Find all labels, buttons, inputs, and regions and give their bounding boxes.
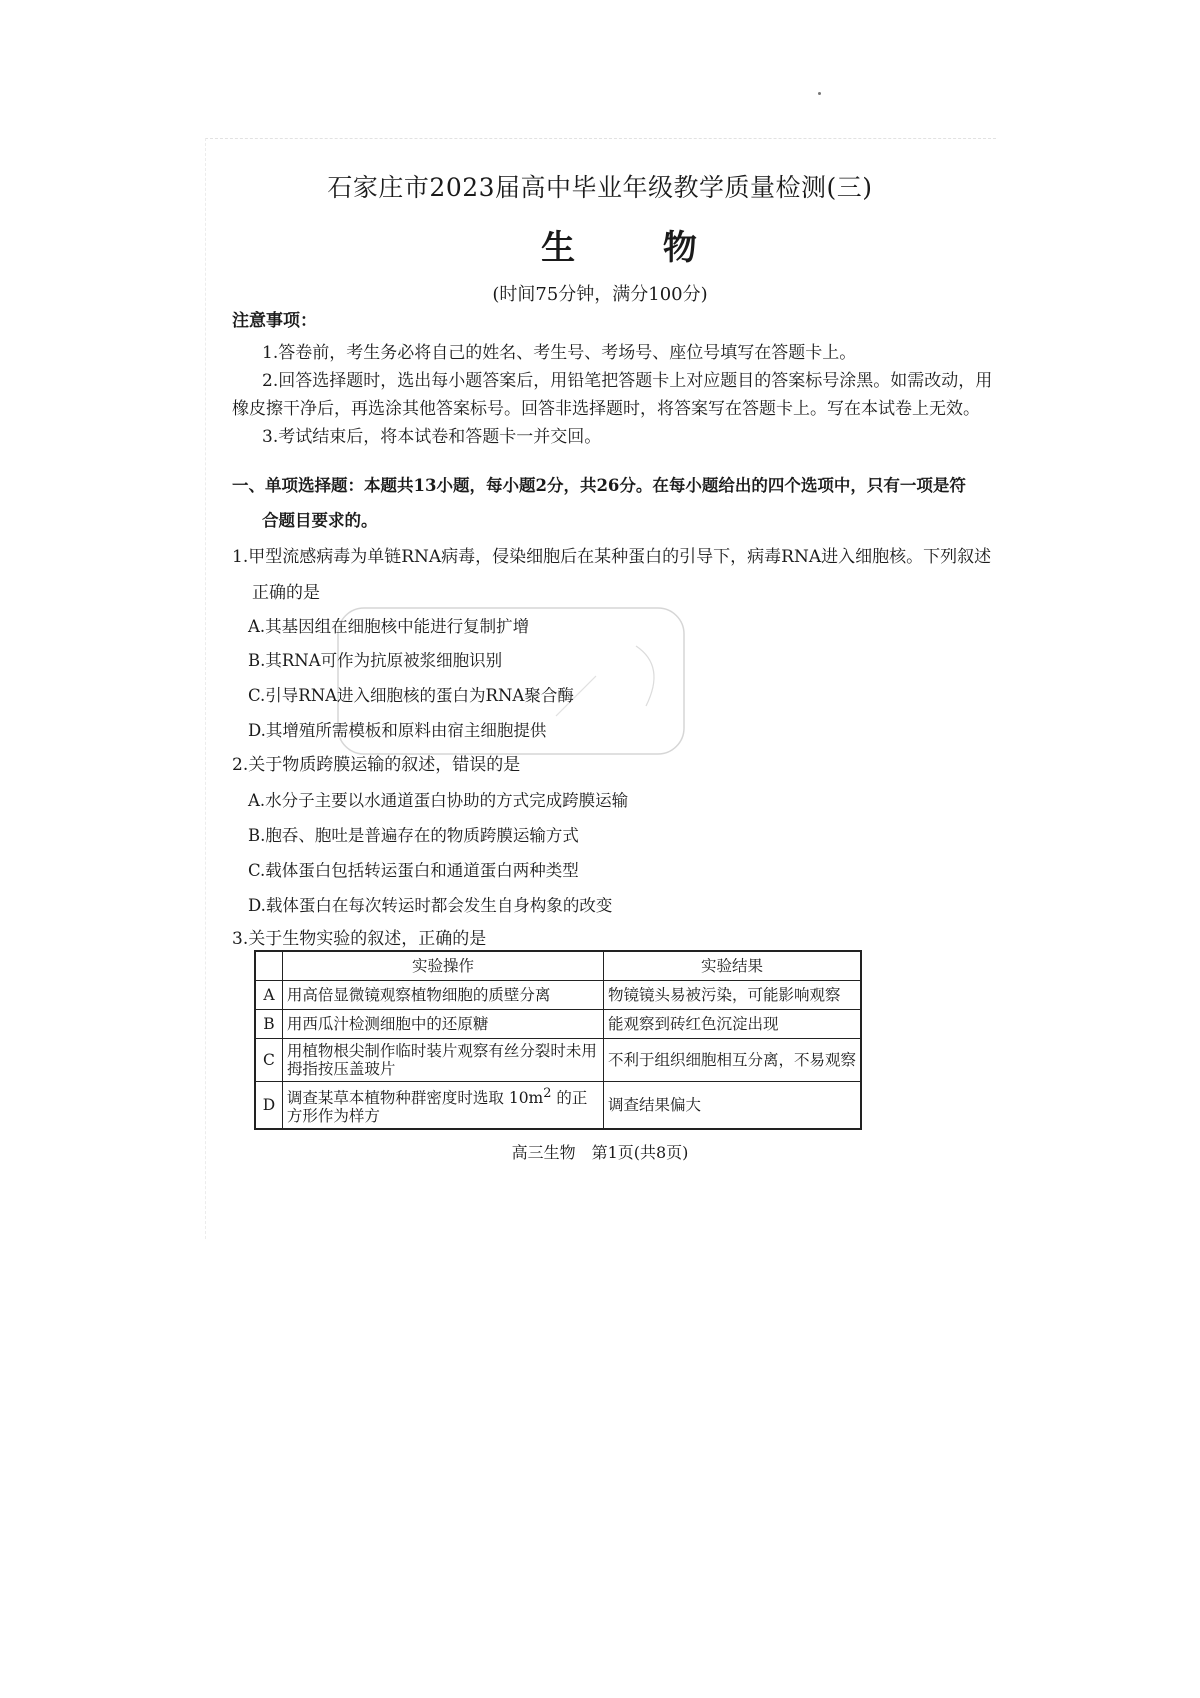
row-operation-superscript: 2: [543, 1086, 552, 1101]
q2-option-d: D.载体蛋白在每次转运时都会发生自身构象的改变: [248, 896, 613, 915]
notice-item-3: 3.考试结束后，将本试卷和答题卡一并交回。: [262, 427, 602, 447]
row-operation-part1: 调查某草本植物种群密度时选取 10m: [286, 1089, 544, 1108]
subject-title: 生 物: [541, 228, 735, 268]
table-row: [255, 1039, 861, 1082]
notice-heading: 注意事项：: [232, 311, 317, 331]
table-header-letter: [255, 951, 282, 981]
row-result: 物镜镜头易被污染，可能影响观察: [603, 981, 861, 1010]
row-operation: 用植物根尖制作临时装片观察有丝分裂时未用拇指按压盖玻片: [282, 1039, 603, 1082]
q2-option-c: C.载体蛋白包括转运蛋白和通道蛋白两种类型: [248, 861, 579, 880]
q1-option-c: C.引导RNA进入细胞核的蛋白为RNA聚合酶: [248, 686, 574, 705]
q3-stem: 3.关于生物实验的叙述，正确的是: [232, 929, 487, 949]
row-letter: D: [255, 1082, 282, 1130]
table-row: [255, 1082, 861, 1130]
row-letter: B: [255, 1010, 282, 1039]
q2-option-a: A.水分子主要以水通道蛋白协助的方式完成跨膜运输: [248, 791, 629, 810]
table-header-result: 实验结果: [603, 951, 861, 981]
row-operation: 用高倍显微镜观察植物细胞的质壁分离: [282, 981, 603, 1010]
q1-option-b: B.其RNA可作为抗原被浆细胞识别: [248, 651, 503, 670]
q2-option-b: B.胞吞、胞吐是普遍存在的物质跨膜运输方式: [248, 826, 579, 845]
row-result: 不利于组织细胞相互分离，不易观察: [603, 1039, 861, 1082]
table-row: [255, 981, 861, 1010]
q3-experiment-table: [254, 950, 862, 1130]
table-row: [255, 1010, 861, 1039]
q1-option-a: A.其基因组在细胞核中能进行复制扩增: [248, 617, 530, 636]
exam-title: 石家庄市2023届高中毕业年级教学质量检测(三): [327, 173, 873, 202]
q1-option-d: D.其增殖所需模板和原料由宿主细胞提供: [248, 721, 547, 740]
notice-item-2-line2: 橡皮擦干净后，再选涂其他答案标号。回答非选择题时，将答案写在答题卡上。写在本试卷上无效。: [232, 399, 980, 419]
row-result: 调查结果偏大: [603, 1082, 861, 1130]
table-header-operation: 实验操作: [282, 951, 603, 981]
section-1-instructions-line1: 一、单项选择题：本题共13小题，每小题2分，共26分。在每小题给出的四个选项中，只有一项是符: [232, 476, 966, 495]
row-letter: C: [255, 1039, 282, 1082]
row-operation: 用西瓜汁检测细胞中的还原糖: [282, 1010, 603, 1039]
notice-item-1: 1.答卷前，考生务必将自己的姓名、考生号、考场号、座位号填写在答题卡上。: [262, 343, 857, 363]
row-result: 能观察到砖红色沉淀出现: [603, 1010, 861, 1039]
notice-item-2-line1: 2.回答选择题时，选出每小题答案后，用铅笔把答题卡上对应题目的答案标号涂黑。如需改动，用: [262, 371, 993, 391]
section-1-instructions-line2: 合题目要求的。: [262, 511, 378, 530]
row-operation: [282, 1082, 603, 1130]
page-footer: 高三生物 第1页(共8页): [511, 1143, 689, 1162]
exam-duration: (时间75分钟，满分100分): [492, 284, 708, 305]
q1-stem-line1: 1.甲型流感病毒为单链RNA病毒，侵染细胞后在某种蛋白的引导下，病毒RNA进入细胞核。下列叙述: [232, 547, 992, 567]
table-header-row: [255, 951, 861, 981]
row-operation-part2: 的正方形作为样方: [286, 1089, 588, 1126]
scan-speck: [818, 92, 821, 95]
q1-stem-line2: 正确的是: [252, 583, 320, 603]
row-letter: A: [255, 981, 282, 1010]
q2-stem: 2.关于物质跨膜运输的叙述，错误的是: [232, 755, 521, 775]
